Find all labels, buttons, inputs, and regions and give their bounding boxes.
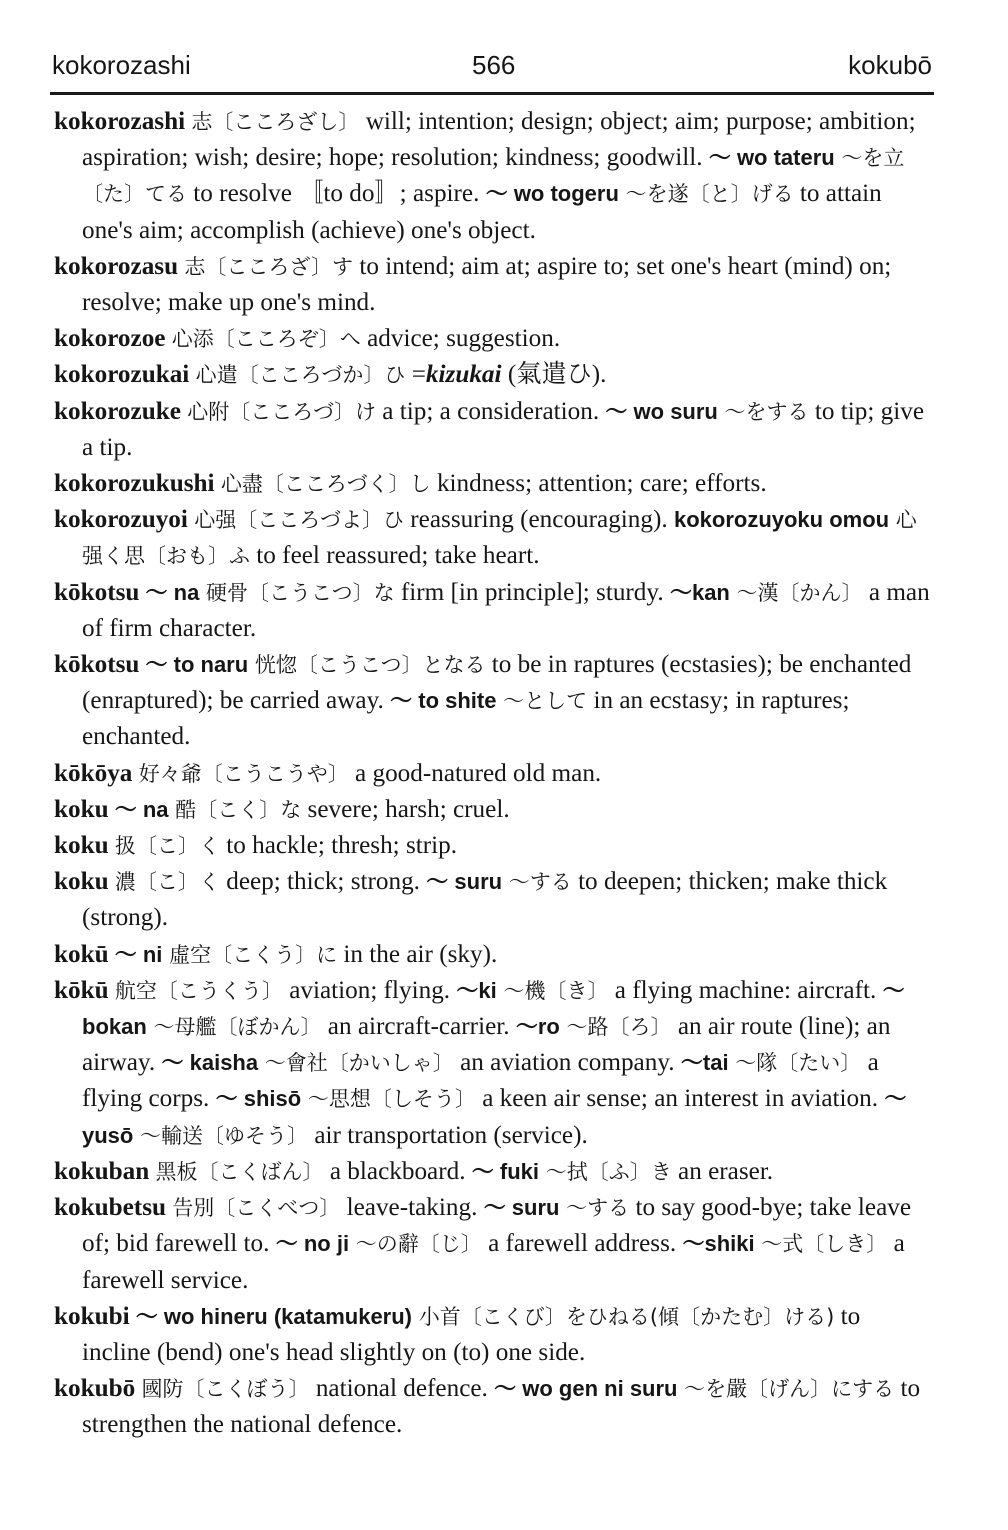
entry-kokorozasu [54,249,934,321]
phrase: ～ no ji [275,1231,350,1257]
definition: (氣遣ひ). [501,361,607,389]
headword: kōkū [54,976,109,1004]
header-guide-word-right: kokubō [848,50,932,80]
definition: = [405,361,426,389]
entry-kokorozoe [54,321,934,357]
kanji-form: 虛空〔こくう〕に [162,942,338,967]
entry-koku-aviation [54,973,934,1154]
headword: kokorozashi [54,108,186,135]
definition: a tip; a consideration. [376,397,606,425]
definition: firm [in principle]; sturdy. [394,578,670,606]
phrase-kanji: ～として [496,689,588,714]
phrase: ～ to naru [139,652,249,678]
phrase: ～ wo tateru [708,145,835,171]
phrase: ～ wo gen ni suru [494,1376,678,1402]
entry-koku-na [54,792,934,828]
headword: koku [54,795,109,823]
phrase-kanji: ～を嚴〔げん〕にする [677,1377,895,1402]
entry-kokorozuyoi [54,502,934,574]
definition: a blackboard. [323,1157,472,1185]
definition: to say good-bye; take leave of; bid farewell to. [82,1194,912,1258]
definition: in the air (sky). [337,940,498,968]
header-rule [50,92,934,95]
headword: kokorozukushi [54,470,215,498]
phrase-kanji: ～を立〔た〕てる [82,146,905,207]
definition: an eraser. [671,1157,774,1185]
headword: kokorozasu [54,252,179,280]
phrase: ～ wo togeru [485,181,619,207]
phrase: ～ yusō [82,1086,907,1148]
definition: an aircraft-carrier. [321,1013,516,1041]
definition: kindness; attention; care; efforts. [430,470,767,498]
kanji-form: 好々爺〔こうこうや〕 [138,761,349,786]
definition: national defence. [309,1375,495,1403]
phrase: ～ wo suru [605,398,718,424]
phrase-kanji: ～式〔しき〕 [754,1232,888,1257]
phrase-kanji: ～路〔ろ〕 [559,1015,672,1040]
entry-kokubetsu [54,1190,934,1299]
phrase: ～ suru [426,869,503,895]
kanji-form: 心附〔こころづ〕け [187,399,376,424]
kanji-form: 濃〔こ〕く [114,870,220,895]
kanji-form: 告別〔こくべつ〕 [172,1196,341,1221]
entry-kokuban [54,1154,934,1190]
definition: to strengthen the national defence. [82,1375,921,1439]
phrase: ～ wo hineru (katamukeru) [129,1303,413,1329]
headword: koku [54,832,109,860]
phrase: ～ shisō [215,1086,302,1112]
entry-kokorozuke [54,394,934,466]
phrase: ～tai [680,1050,729,1076]
phrase: kokorozuyoku omou [673,507,890,533]
phrase-kanji: 心强く思〔おも〕ふ [82,508,917,569]
definition: reassuring (encouraging). [404,506,674,534]
definition: will; intention; design; object; aim; purpose; ambition; aspiration; wish; desire; hope; resolution; kindness; goodwill. [82,108,916,172]
kanji-form: 扱〔こ〕く [114,834,220,859]
entry-kokoya [54,756,934,792]
header-guide-word-left: kokorozashi [52,50,191,80]
definition: to tip; give a tip. [82,397,924,461]
definition: a farewell service. [82,1230,905,1294]
definition: an air route (line); an airway. [82,1013,891,1077]
phrase: ～ na [139,579,200,605]
page-header [52,44,932,84]
entry-kokubo [54,1371,934,1443]
phrase: ～ fuki [471,1158,540,1184]
definition: a flying corps. [82,1049,879,1113]
dictionary-entries [54,104,934,1444]
definition: a flying machine: aircraft. [608,976,883,1004]
kanji-form: 心遣〔こころづか〕ひ [195,363,406,388]
definition: deep; thick; strong. [219,868,427,896]
phrase: ～ro [515,1014,560,1040]
phrase-kanji: ～拭〔ふ〕き [539,1159,672,1184]
definition: a farewell address. [481,1230,683,1258]
definition: a man of firm character. [82,578,930,642]
definition: advice; suggestion. [360,325,561,353]
definition: to hackle; thresh; strip. [219,832,458,860]
phrase-kanji: ～の辭〔じ〕 [349,1232,482,1257]
phrase-kanji: ～をする [717,399,809,424]
kanji-form: 心盡〔こころづく〕し [220,472,431,497]
headword: kokū [54,940,109,968]
entry-kokorozukai [54,357,934,393]
kanji-form: 志〔こころざし〕 [191,110,360,134]
headword: kōkotsu [54,578,140,606]
phrase: ～kan [669,579,730,605]
kanji-form: 航空〔こうくう〕 [114,978,283,1003]
phrase-kanji: ～隊〔たい〕 [728,1051,862,1076]
headword: kokuban [54,1157,150,1185]
phrase: ～ bokan [82,977,905,1040]
entry-koku-thresh [54,828,934,864]
headword: kokorozuke [54,397,181,425]
headword: koku [54,868,109,896]
phrase-kanji: ～漢〔かん〕 [729,580,863,605]
definition: a good-natured old man. [348,759,602,787]
phrase-kanji: ～する [559,1196,630,1221]
phrase-kanji: ～を遂〔と〕げる [618,182,794,207]
definition: in an ecstasy; in raptures; enchanted. [82,687,850,751]
phrase-kanji: ～輸送〔ゆそう〕 [133,1123,309,1148]
entry-kokubi [54,1299,934,1371]
phrase-kanji: ～會社〔かいしゃ〕 [258,1051,454,1076]
kanji-form: 小首〔こくび〕をひねる(傾〔かたむ〕ける) [412,1304,835,1329]
phrase-kanji: ～機〔き〕 [496,978,609,1003]
definition: severe; harsh; cruel. [301,795,510,823]
phrase-kanji: ～する [502,870,572,895]
phrase: ～ to shite [390,688,497,714]
definition: to incline (bend) one's head slightly on (to) one side. [82,1302,861,1366]
phrase: ～ki [456,977,497,1003]
headword: kokorozukai [54,361,190,389]
kanji-form: 恍惚〔こうこつ〕となる [248,653,486,678]
entry-koku-deep [54,864,934,936]
phrase: ～ kaisha [161,1050,259,1076]
definition: a keen air sense; an interest in aviation. [475,1085,885,1113]
phrase: ～ suru [483,1195,560,1221]
definition: to be in raptures (ecstasies); be enchanted (enraptured); be carried away. [82,651,912,715]
phrase-kanji: ～母艦〔ぼかん〕 [146,1015,322,1040]
kanji-form: 硬骨〔こうこつ〕な [199,580,395,605]
kanji-form: 心强〔こころづよ〕ひ [194,508,404,533]
headword: kokubō [54,1375,136,1403]
page-number: 566 [472,50,516,80]
definition: air transportation (service). [308,1121,588,1149]
headword: kokorozoe [54,325,166,353]
entry-kokotsu-to-naru [54,647,934,756]
definition: to feel reassured; take heart. [250,542,540,570]
headword: kokubetsu [54,1194,167,1222]
kanji-form: 酷〔こく〕な [168,797,302,822]
definition: aviation; flying. [282,976,457,1004]
entry-kokotsu-na [54,575,934,647]
headword: kokorozuyoi [54,506,188,534]
phrase: ～ ni [108,941,163,967]
definition: to deepen; thicken; make thick (strong). [82,868,888,932]
kanji-form: 國防〔こくぼう〕 [141,1377,310,1402]
phrase: ～shiki [682,1231,755,1257]
kanji-form: 心添〔こころぞ〕へ [171,327,361,352]
kanji-form: 黑板〔こくばん〕 [155,1159,324,1184]
headword: kōkotsu [54,651,140,679]
definition: to intend; aim at; aspire to; set one's heart (mind) on; resolve; make up one's mind. [82,252,892,317]
cross-reference: kizukai [425,361,502,389]
definition: leave-taking. [340,1194,484,1222]
headword: kokubi [54,1302,130,1330]
entry-kokorozukushi [54,466,934,502]
definition: to attain one's aim; accomplish (achieve) one's object. [82,180,882,244]
definition: to resolve 〚to do〛; aspire. [187,180,486,208]
headword: kōkōya [54,759,133,787]
definition: an aviation company. [453,1049,681,1077]
kanji-form: 志〔こころざ〕す [184,254,354,279]
phrase: ～ na [108,796,169,822]
entry-kokorozashi [54,104,934,249]
phrase-kanji: ～思想〔しそう〕 [301,1087,476,1112]
entry-koku-air [54,937,934,973]
